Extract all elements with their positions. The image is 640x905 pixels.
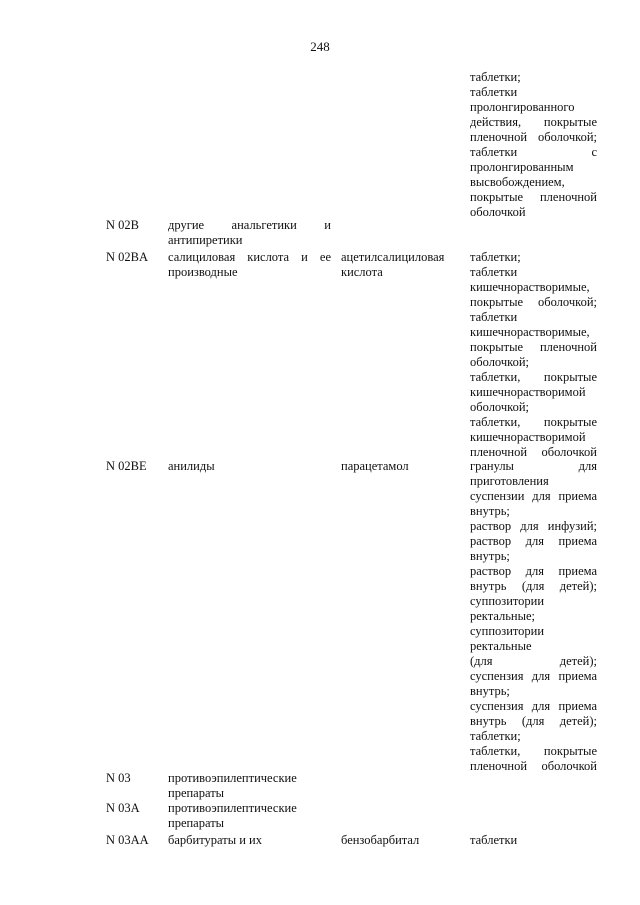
dosage-form-line: внутрь;: [470, 504, 510, 518]
dosage-form-line: таблетки: [470, 265, 518, 279]
dosage-form-line: кишечнорастворимые,: [470, 325, 590, 339]
dosage-form-line: ректальные;: [470, 609, 536, 623]
group-name: противоэпилептические препараты: [168, 801, 297, 830]
dosage-forms: [470, 833, 597, 848]
group-name: другие анальгетики и антипиретики: [168, 218, 331, 247]
dosage-form-line: таблетки;: [470, 70, 521, 84]
dosage-form-line: суспензия для приема: [470, 699, 597, 713]
dosage-form-line: суппозитории: [470, 624, 545, 638]
dosage-form-line: высвобождением,: [470, 175, 565, 189]
dosage-form-line: пленочной оболочкой: [470, 759, 597, 773]
atc-code: N 02BA: [106, 250, 149, 264]
dosage-form-line: внутрь (для детей);: [470, 714, 597, 728]
dosage-form-line: кишечнорастворимой: [470, 385, 586, 399]
atc-code: N 03AA: [106, 833, 149, 847]
dosage-form-line: таблетки, покрытые: [470, 370, 597, 384]
dosage-form-line: таблетки: [470, 833, 518, 847]
dosage-form-line: таблетки;: [470, 729, 521, 743]
dosage-form-line: раствор для приема: [470, 534, 597, 548]
drug-name: парацетамол: [341, 459, 409, 473]
dosage-form-line: таблетки: [470, 310, 518, 324]
dosage-form-line: таблетки, покрытые: [470, 415, 597, 429]
continued-dosage-forms: [470, 70, 597, 220]
dosage-form-line: внутрь;: [470, 684, 510, 698]
dosage-form-line: кишечнорастворимые,: [470, 280, 590, 294]
dosage-form-line: таблетки с: [470, 145, 597, 159]
dosage-form-line: таблетки;: [470, 250, 521, 264]
dosage-form-line: оболочкой;: [470, 400, 529, 414]
dosage-form-line: кишечнорастворимой: [470, 430, 586, 444]
dosage-form-line: покрытые пленочной: [470, 190, 597, 204]
dosage-form-line: действия, покрытые: [470, 115, 597, 129]
dosage-form-line: ректальные: [470, 639, 532, 653]
dosage-form-line: (для детей);: [470, 654, 597, 668]
group-name: анилиды: [168, 459, 215, 473]
dosage-form-line: оболочкой;: [470, 355, 529, 369]
dosage-form-line: суспензия для приема: [470, 669, 597, 683]
drug-name: бензобарбитал: [341, 833, 420, 847]
dosage-form-line: оболочкой: [470, 205, 526, 219]
dosage-form-line: внутрь;: [470, 549, 510, 563]
dosage-form-line: пленочной оболочкой;: [470, 130, 597, 144]
dosage-form-line: пролонгированного: [470, 100, 575, 114]
dosage-form-line: внутрь (для детей);: [470, 579, 597, 593]
dosage-form-line: покрытые пленочной: [470, 340, 597, 354]
dosage-forms: [470, 250, 597, 460]
atc-code: N 02BE: [106, 459, 147, 473]
dosage-form-line: раствор для инфузий;: [470, 519, 597, 533]
group-name: противоэпилептические препараты: [168, 771, 297, 800]
page-number: 248: [310, 39, 330, 54]
atc-code: N 03: [106, 771, 131, 785]
drug-name: ацетилсалициловая кислота: [341, 250, 445, 279]
dosage-form-line: пленочной оболочкой: [470, 445, 597, 459]
group-name: барбитураты и их: [168, 833, 262, 847]
dosage-form-line: приготовления: [470, 474, 549, 488]
group-name: салициловая кислота и ее производные: [168, 250, 331, 279]
atc-code: N 02B: [106, 218, 139, 232]
dosage-form-line: таблетки, покрытые: [470, 744, 597, 758]
dosage-form-line: покрытые оболочкой;: [470, 295, 597, 309]
dosage-form-line: пролонгированным: [470, 160, 574, 174]
atc-code: N 03A: [106, 801, 140, 815]
dosage-form-line: суппозитории: [470, 594, 545, 608]
dosage-form-line: раствор для приема: [470, 564, 597, 578]
dosage-forms: [470, 459, 597, 774]
dosage-form-line: гранулы для: [470, 459, 597, 473]
dosage-form-line: таблетки: [470, 85, 518, 99]
dosage-form-line: суспензии для приема: [470, 489, 597, 503]
